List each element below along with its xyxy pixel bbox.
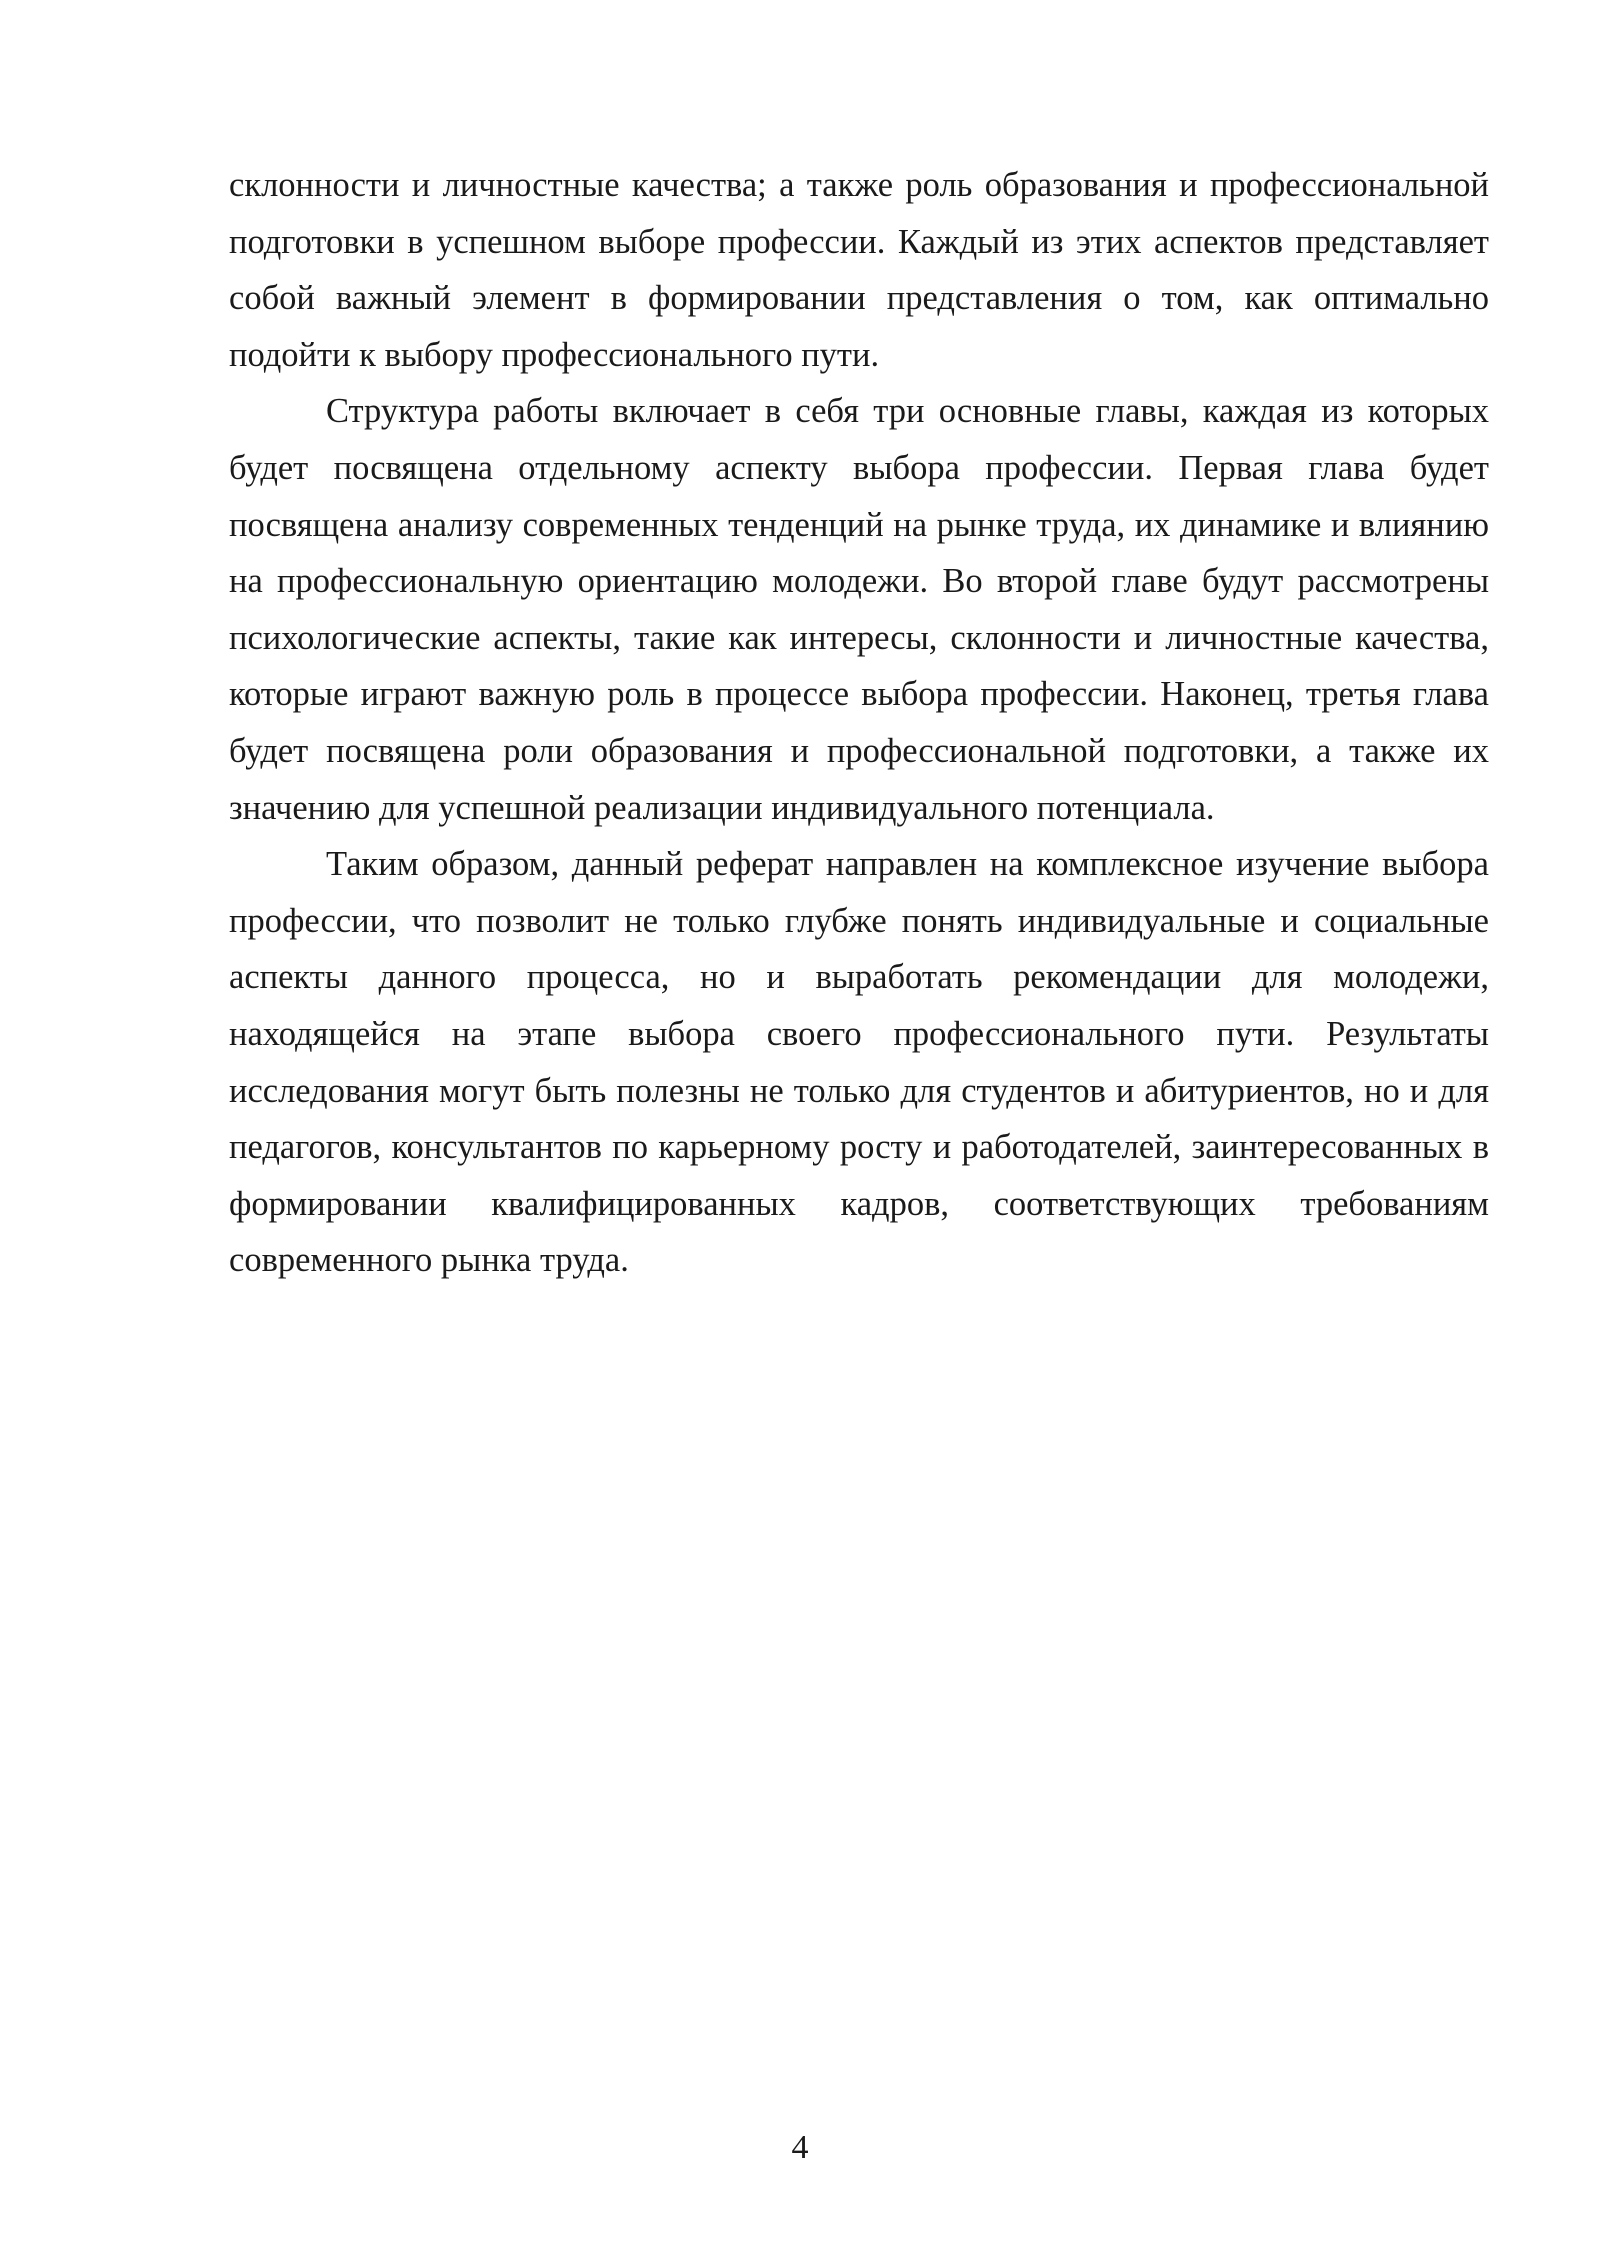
paragraph-structure: Структура работы включает в себя три основные главы, каждая из которых будет посвящена отдельному аспекту выбора профессии. Первая глава будет посвящена анализу современных тенденций на рынке труда, их динамике и влиянию на профессиональную ориентацию молодежи. Во второй главе будут рассмотрены психологические аспекты, такие как интересы, склонности и личностные качества, которые играют важную роль в процессе выбора профессии. Наконец, третья глава будет посвящена роли образования и профессиональной подготовки, а также их значению для успешной реализации индивидуального потенциала.	[229, 392, 1489, 827]
page-number: 4	[791, 2129, 809, 2166]
body-text	[229, 157, 1489, 1289]
paragraph-continuation: склонности и личностные качества; а также роль образования и профессиональной подготовки в успешном выборе профессии. Каждый из этих аспектов представляет собой важный элемент в формировании представления о том, как оптимально подойти к выбору профессионального пути.	[229, 166, 1489, 374]
paragraph-conclusion: Таким образом, данный реферат направлен на комплексное изучение выбора профессии, что позволит не только глубже понять индивидуальные и социальные аспекты данного процесса, но и выработать рекомендации для молодежи, находящейся на этапе выбора своего профессионального пути. Результаты исследования могут быть полезны не только для студентов и абитуриентов, но и для педагогов, консультантов по карьерному росту и работодателей, заинтересованных в формировании квалифицированных кадров, соответствующих требованиям современного рынка труда.	[229, 845, 1489, 1280]
